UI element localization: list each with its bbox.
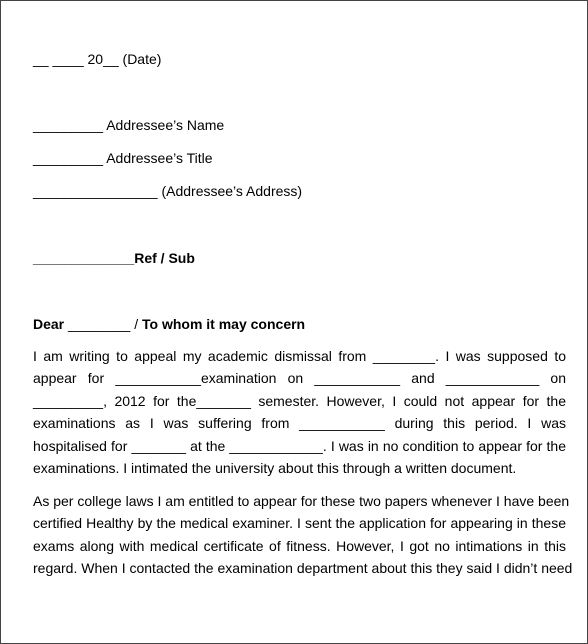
addressee-name-line: _________ Addressee’s Name	[33, 117, 225, 133]
paragraph-line: hospitalised for _______ at the ____________. I was in no condition to appear for the	[33, 437, 566, 454]
paragraph-2	[33, 490, 573, 580]
paragraph-1	[33, 345, 566, 479]
addressee-address-line: ________________ (Addressee’s Address)	[33, 183, 303, 199]
date-line: __ ____ 20__ (Date)	[33, 51, 162, 67]
paragraph-line: As per college laws I am entitled to appear for these two papers whenever I have been	[33, 493, 570, 509]
salutation	[33, 315, 305, 333]
paragraph-line: regard. When I contacted the examination department about this they said I didn’t need	[33, 560, 573, 577]
salutation-dear: Dear	[33, 316, 65, 332]
paragraph-line: appear for ___________examination on ___________ and ____________ on	[33, 370, 566, 387]
paragraph-line: exams along with medical certificate of fitness. However, I got no intimations in this	[33, 537, 566, 554]
salutation-blank: ________ /	[64, 316, 142, 332]
paragraph-line: I am writing to appeal my academic dismissal from ________. I was supposed to	[33, 348, 566, 364]
paragraph-line: certified Healthy by the medical examiner. I sent the application for appearing in these	[33, 515, 566, 532]
ref-sub-line: _____________Ref / Sub	[33, 250, 195, 266]
salutation-concern: To whom it may concern	[142, 316, 306, 332]
paragraph-line: examinations. I intimated the university about this through a written document.	[33, 459, 517, 476]
paragraph-line: _________, 2012 for the_______ semester. However, I could not appear for the	[33, 392, 566, 409]
paragraph-line: examinations as I was suffering from ___________ during this period. I was	[33, 415, 566, 432]
addressee-title-line: _________ Addressee’s Title	[33, 150, 213, 166]
